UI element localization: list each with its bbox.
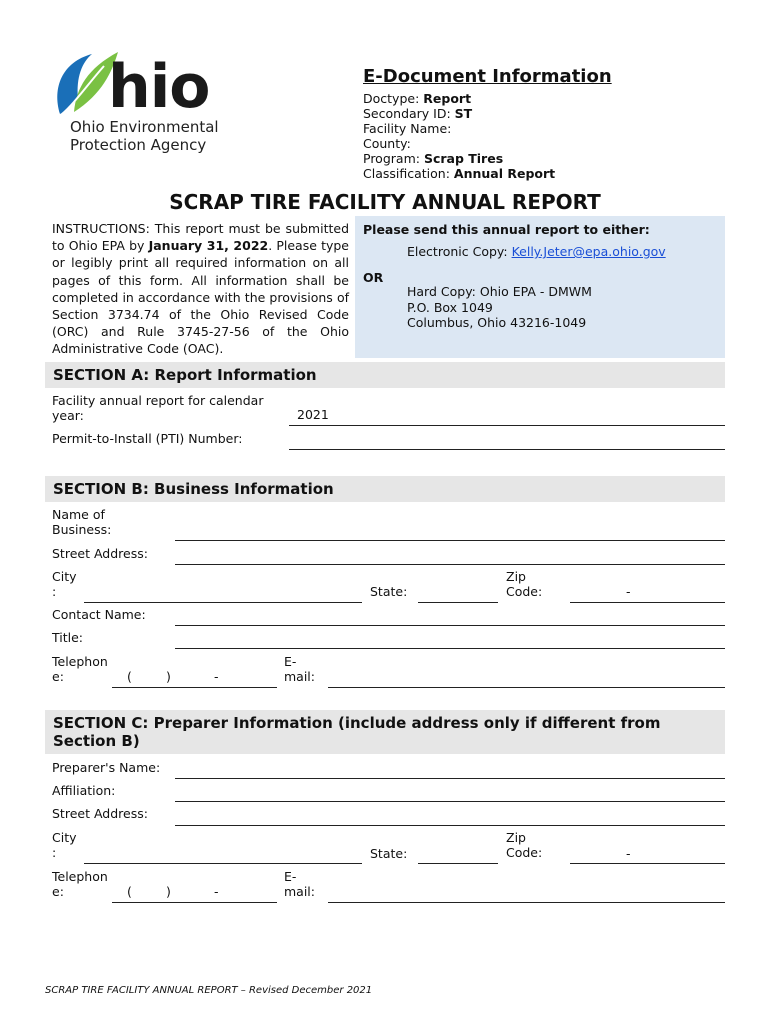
preparer-state-field[interactable]	[418, 863, 498, 864]
pti-number-field[interactable]	[289, 449, 725, 450]
city-label-line2: :	[52, 584, 57, 599]
zip-dash: -	[626, 584, 631, 599]
preparer-street-field[interactable]	[175, 825, 725, 826]
contact-name-label: Contact Name:	[52, 607, 146, 622]
zip-label-line1: Zip	[506, 569, 526, 584]
preparer-phone-dash: -	[214, 884, 219, 899]
preparer-name-label: Preparer's Name:	[52, 760, 161, 775]
email-label-line2: mail:	[284, 669, 315, 684]
section-c-title-line2: Section B)	[53, 732, 140, 750]
section-b-header: SECTION B: Business Information	[45, 476, 725, 502]
submission-heading: Please send this annual report to either:	[363, 222, 650, 237]
calendar-year-underline	[289, 425, 725, 426]
preparer-email-label-line1: E-	[284, 869, 297, 884]
preparer-city-label-line1: City	[52, 830, 77, 845]
section-c-title-line1: SECTION C: Preparer Information (include address only if different from	[53, 714, 661, 732]
ohio-epa-logo	[52, 48, 232, 158]
zip-label	[506, 569, 542, 599]
hard-copy-line1: Hard Copy: Ohio EPA - DMWM	[407, 284, 592, 299]
business-name-label	[52, 507, 111, 537]
calendar-year-label	[52, 393, 263, 423]
preparer-zip-label-line2: Code:	[506, 845, 543, 860]
city-field[interactable]	[84, 602, 362, 603]
email-label-line1: E-	[284, 654, 297, 669]
business-name-label-line1: Name of	[52, 507, 105, 522]
preparer-zip-dash: -	[626, 846, 631, 861]
facility-name-line: Facility Name:	[363, 121, 452, 136]
state-label: State:	[370, 584, 408, 599]
calendar-year-label-line2: year:	[52, 408, 84, 423]
preparer-telephone-label	[52, 869, 108, 899]
business-name-label-line2: Business:	[52, 522, 112, 537]
doctype-value: Report	[423, 91, 472, 106]
preparer-phone-paren-close: )	[166, 884, 171, 899]
electronic-copy-label: Electronic Copy:	[407, 244, 512, 259]
secondary-id-value: ST	[454, 106, 473, 121]
edocument-info	[363, 66, 623, 181]
preparer-telephone-label-line1: Telephon	[52, 869, 108, 884]
hard-copy-address	[407, 284, 592, 331]
preparer-phone-paren-open: (	[127, 884, 132, 899]
calendar-year-label-line1: Facility annual report for calendar	[52, 393, 264, 408]
page-title: SCRAP TIRE FACILITY ANNUAL REPORT	[169, 190, 601, 214]
telephone-label-line1: Telephon	[52, 654, 108, 669]
calendar-year-field[interactable]: 2021	[297, 407, 329, 422]
classification-value: Annual Report	[453, 166, 556, 181]
secondary-id-line	[363, 106, 623, 121]
doctype-line	[363, 91, 623, 106]
preparer-city-field[interactable]	[84, 863, 362, 864]
hard-copy-line3: Columbus, Ohio 43216-1049	[407, 315, 587, 330]
affiliation-label: Affiliation:	[52, 783, 116, 798]
phone-dash: -	[214, 669, 219, 684]
secondary-id-label: Secondary ID:	[363, 106, 455, 121]
logo-subtitle-line2: Protection Agency	[70, 136, 207, 154]
phone-paren-close: )	[166, 669, 171, 684]
email-field[interactable]	[328, 687, 725, 688]
pti-number-label: Permit-to-Install (PTI) Number:	[52, 431, 243, 446]
preparer-email-label	[284, 869, 315, 899]
logo-subtitle	[70, 118, 219, 154]
hard-copy-line2: P.O. Box 1049	[407, 299, 493, 315]
edocument-title: E-Document Information	[363, 66, 612, 87]
contact-name-field[interactable]	[175, 625, 725, 626]
street-address-label: Street Address:	[52, 546, 148, 561]
electronic-copy	[407, 244, 666, 259]
state-field[interactable]	[418, 602, 498, 603]
preparer-name-field[interactable]	[175, 778, 725, 779]
doctype-label: Doctype:	[363, 91, 424, 106]
title-label: Title:	[52, 630, 83, 645]
county-line: County:	[363, 136, 411, 151]
preparer-zip-field[interactable]	[570, 863, 725, 864]
zip-code-field[interactable]	[570, 602, 725, 603]
instructions-deadline: January 31, 2022	[148, 238, 269, 254]
program-value: Scrap Tires	[423, 151, 504, 166]
electronic-copy-email-link[interactable]: Kelly.Jeter@epa.ohio.gov	[511, 244, 666, 259]
affiliation-field[interactable]	[175, 801, 725, 802]
program-line	[363, 151, 623, 166]
title-field[interactable]	[175, 648, 725, 649]
phone-paren-open: (	[127, 669, 132, 684]
classification-label: Classification:	[363, 166, 454, 181]
telephone-label-line2: e:	[52, 669, 64, 684]
preparer-city-label-line2: :	[52, 845, 57, 860]
preparer-city-label	[52, 830, 77, 860]
or-label: OR	[363, 270, 384, 285]
preparer-email-label-line2: mail:	[284, 884, 315, 899]
instructions-text-2: . Please type or legibly print all required information on all pages of this form. All information shall be completed in accordance with the provisions of Section 3734.74 of the Ohio Revised Code (ORC) and Rule 3745-27-56 of the Ohio Administrative Code (OAC).	[52, 238, 349, 357]
section-c-header	[45, 710, 725, 754]
preparer-street-label: Street Address:	[52, 806, 148, 821]
telephone-field[interactable]	[112, 687, 277, 688]
program-label: Program:	[363, 151, 424, 166]
page-footer: SCRAP TIRE FACILITY ANNUAL REPORT – Revised December 2021	[45, 985, 373, 996]
business-name-field[interactable]	[175, 540, 725, 541]
city-label	[52, 569, 77, 599]
email-label	[284, 654, 315, 684]
preparer-email-field[interactable]	[328, 902, 725, 903]
street-address-field[interactable]	[175, 564, 725, 565]
zip-label-line2: Code:	[506, 584, 543, 599]
instructions-text-1: INSTRUCTIONS: This report must be submitted to Ohio EPA by	[52, 221, 349, 254]
preparer-zip-label	[506, 830, 542, 860]
instructions	[52, 220, 349, 358]
preparer-telephone-field[interactable]	[112, 902, 277, 903]
section-a-header: SECTION A: Report Information	[45, 362, 725, 388]
logo-subtitle-line1: Ohio Environmental	[70, 118, 219, 136]
city-label-line1: City	[52, 569, 77, 584]
submission-info-box	[355, 216, 725, 358]
preparer-zip-label-line1: Zip	[506, 830, 526, 845]
preparer-telephone-label-line2: e:	[52, 884, 64, 899]
telephone-label	[52, 654, 108, 684]
logo-wordmark: hio	[108, 52, 210, 122]
classification-line	[363, 166, 623, 181]
preparer-state-label: State:	[370, 846, 408, 861]
